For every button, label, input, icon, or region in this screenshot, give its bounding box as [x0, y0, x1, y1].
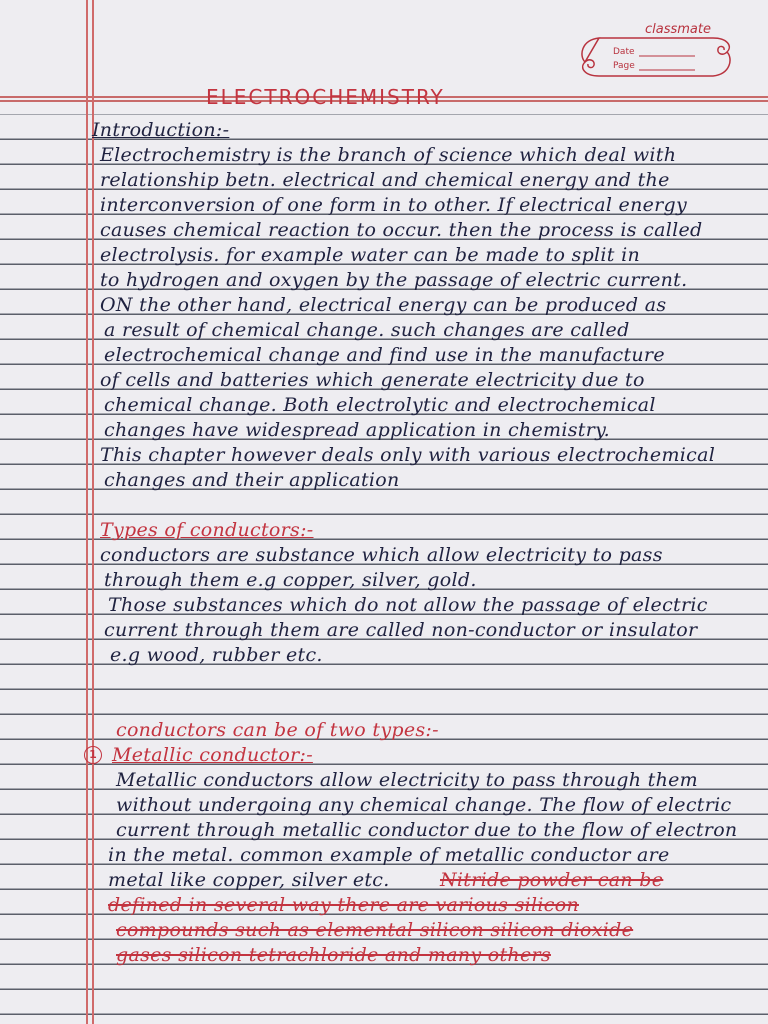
intro-heading: Introduction:-: [92, 119, 230, 141]
intro-line: This chapter however deals only with various electrochemical: [100, 444, 716, 466]
classmate-date-page-box: [577, 22, 735, 82]
metallic-line: without undergoing any chemical change. The flow of electric: [116, 794, 732, 816]
date-label: Date: [613, 47, 635, 57]
page-title: ELECTROCHEMISTRY: [206, 85, 445, 109]
intro-line: changes and their application: [104, 469, 400, 491]
intro-line: causes chemical reaction to occur. then the process is called: [100, 219, 703, 241]
struck-text: Nitride powder can be: [440, 869, 664, 891]
margin-line-left: [86, 0, 88, 1024]
metallic-line: in the metal. common example of metallic conductor are: [108, 844, 670, 866]
metallic-line: metal like copper, silver etc.: [108, 869, 390, 891]
struck-text: defined in several way there are various silicon: [108, 894, 579, 916]
intro-line: interconversion of one form in to other. If electrical energy: [100, 194, 688, 216]
list-number: 1: [84, 746, 102, 764]
conductors-line: Those substances which do not allow the passage of electric: [108, 594, 708, 616]
struck-text: gases silicon tetrachloride and many others: [116, 944, 551, 966]
intro-line: a result of chemical change. such changes are called: [104, 319, 630, 341]
intro-line: electrochemical change and find use in the manufacture: [104, 344, 665, 366]
date-page-frame-icon: [577, 34, 735, 80]
intro-line: chemical change. Both electrolytic and electrochemical: [104, 394, 656, 416]
types-intro: conductors can be of two types:-: [116, 719, 439, 741]
metallic-line: current through metallic conductor due to the flow of electron: [116, 819, 738, 841]
conductors-line: current through them are called non-conductor or insulator: [104, 619, 698, 641]
conductors-line: conductors are substance which allow electricity to pass: [100, 544, 663, 566]
intro-line: relationship betn. electrical and chemical energy and the: [100, 169, 670, 191]
intro-line: ON the other hand, electrical energy can be produced as: [100, 294, 667, 316]
intro-line: Electrochemistry is the branch of science which deal with: [100, 144, 677, 166]
intro-line: to hydrogen and oxygen by the passage of electric current.: [100, 269, 688, 291]
margin-line-right: [92, 0, 94, 1024]
brand-name: classmate: [645, 22, 711, 37]
conductors-heading: Types of conductors:-: [100, 519, 314, 541]
intro-line: changes have widespread application in chemistry.: [104, 419, 610, 441]
conductors-line: through them e.g copper, silver, gold.: [104, 569, 477, 591]
conductors-line: e.g wood, rubber etc.: [110, 644, 323, 666]
metallic-line: Metallic conductors allow electricity to pass through them: [116, 769, 698, 791]
struck-text: compounds such as elemental silicon silicon dioxide: [116, 919, 634, 941]
metallic-conductor-heading: Metallic conductor:-: [112, 744, 313, 766]
intro-line: electrolysis. for example water can be made to split in: [100, 244, 640, 266]
intro-line: of cells and batteries which generate electricity due to: [100, 369, 645, 391]
page-label: Page: [613, 61, 635, 71]
